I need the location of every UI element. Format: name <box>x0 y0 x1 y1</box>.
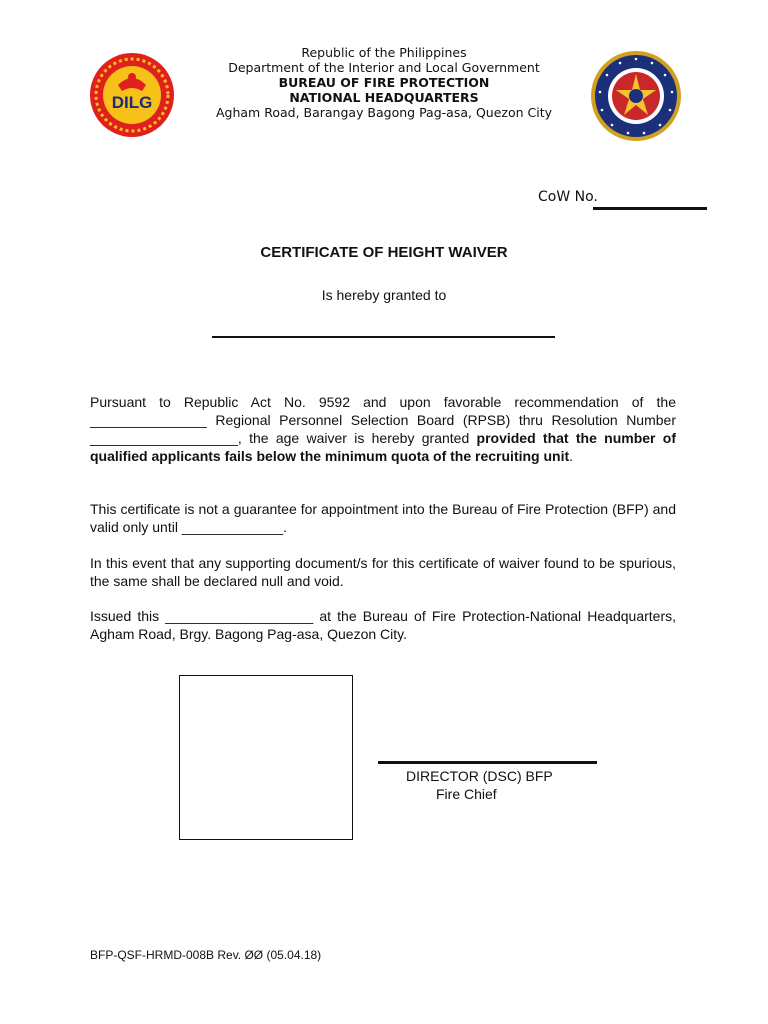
signatory-name: DIRECTOR (DSC) BFP <box>406 768 553 784</box>
grantee-name-blank[interactable] <box>212 336 555 338</box>
paragraph-authority <box>90 393 676 465</box>
header-bureau: BUREAU OF FIRE PROTECTION <box>278 75 490 90</box>
signatory-position: Fire Chief <box>436 786 497 802</box>
header-republic: Republic of the Philippines <box>301 45 467 60</box>
paragraph-issued: Issued this ___________________ at the Bureau of Fire Protection-National Headquarters, Agham Road, Brgy. Bagong Pag-asa, Quezon City. <box>90 608 676 642</box>
paragraph-spurious: In this event that any supporting document/s for this certificate of waiver found to be spurious, the same shall be declared null and void. <box>90 555 676 589</box>
bfp-logo <box>590 50 682 142</box>
document-title: CERTIFICATE OF HEIGHT WAIVER <box>260 244 508 261</box>
paragraph-authority-end: . <box>569 448 574 464</box>
cow-number-label: CoW No. <box>538 189 598 205</box>
paragraph-authority-text: Pursuant to Republic Act No. 9592 and upon favorable recommendation of the _______________ Regional Personnel Selection Board (RPSB) thru Resolution Number ___________________, the age waiver is hereby granted <box>90 394 676 446</box>
header-department: Department of the Interior and Local Government <box>228 60 540 75</box>
granted-to-text: Is hereby granted to <box>321 287 447 303</box>
form-code: BFP-QSF-HRMD-008B Rev. ØØ (05.04.18) <box>90 948 322 962</box>
cow-number-blank[interactable] <box>593 207 707 210</box>
dilg-logo <box>88 51 176 139</box>
paragraph-authority-condition: provided that the number of qualified applicants fails below the minimum quota of the recruiting unit <box>90 430 676 464</box>
letterhead <box>200 45 568 120</box>
signature-line[interactable] <box>378 761 597 764</box>
photo-box <box>179 675 353 840</box>
dilg-logo-text: DILG <box>111 93 153 112</box>
header-address: Agham Road, Barangay Bagong Pag-asa, Quezon City <box>215 105 553 120</box>
header-hq: NATIONAL HEADQUARTERS <box>289 90 479 105</box>
paragraph-validity: This certificate is not a guarantee for appointment into the Bureau of Fire Protection (BFP) and valid only until _____________. <box>90 501 676 535</box>
